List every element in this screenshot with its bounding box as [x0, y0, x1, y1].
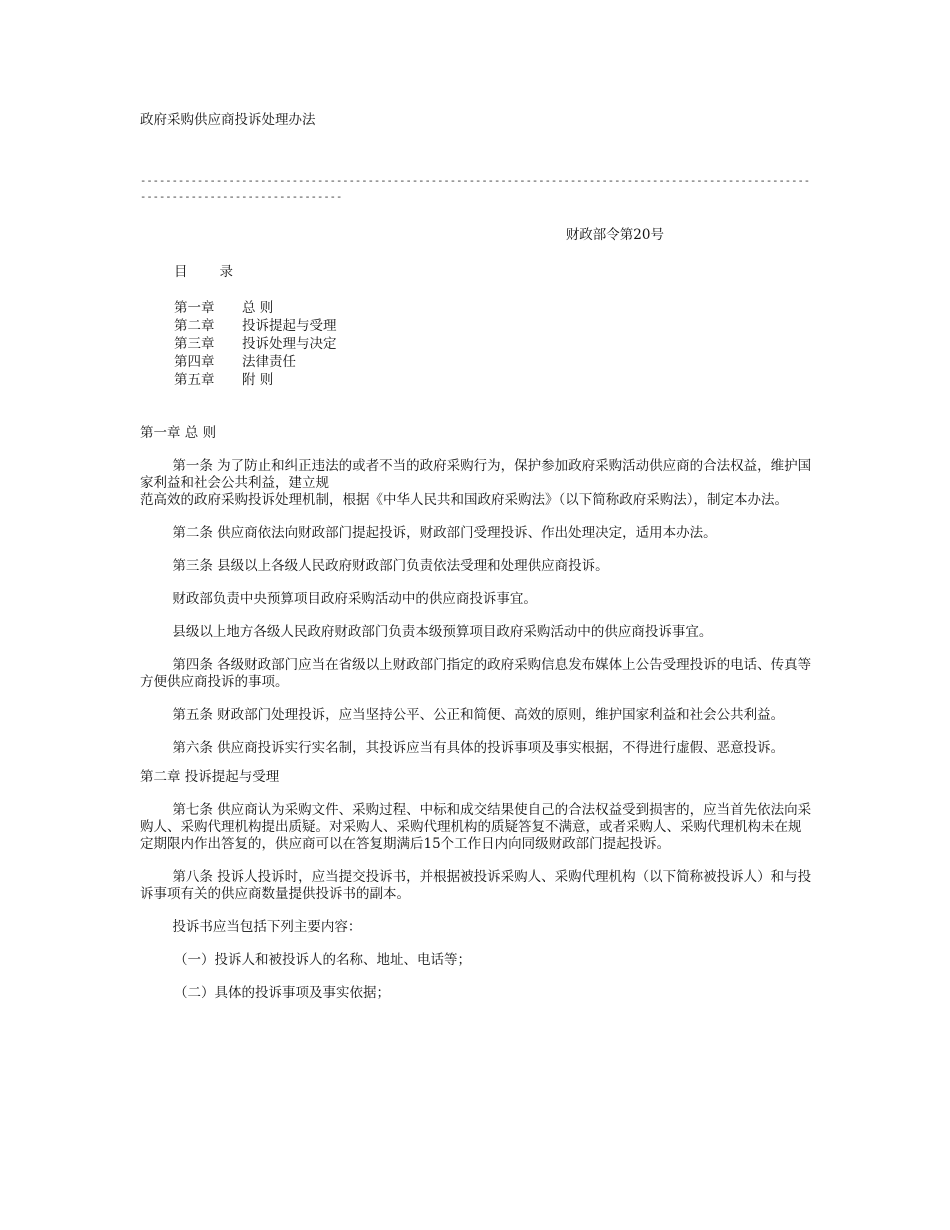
article-8-item-1: （一）投诉人和被投诉人的名称、地址、电话等；: [174, 952, 471, 968]
article-2: 第二条 供应商依法向财政部门提起投诉，财政部门受理投诉、作出处理决定，适用本办法。: [172, 525, 717, 541]
article-8-paragraph-2: 投诉书应当包括下列主要内容：: [172, 919, 362, 935]
chapter-1-heading: 第一章 总 则: [140, 425, 217, 441]
article-5: 第五条 财政部门处理投诉，应当坚持公平、公正和简便、高效的原则，维护国家利益和社会公共利益。: [172, 707, 785, 723]
toc-title: 附 则: [242, 372, 274, 388]
article-6: 第六条 供应商投诉实行实名制，其投诉应当有具体的投诉事项及事实根据，不得进行虚假、恶意投诉。: [172, 740, 785, 756]
toc-title: 总 则: [242, 300, 274, 316]
toc-chapter: 第三章: [174, 336, 215, 352]
toc-item: [140, 335, 812, 353]
article-7: 第七条 供应商认为采购文件、采购过程、中标和成交结果使自己的合法权益受到损害的，应当首先依法向采购人、采购代理机构提出质疑。对采购人、采购代理机构的质疑答复不满意，或者采购人、采购代理机构未在规定期限内作出答复的，供应商可以在答复期满后15个工作日内向同级财政部门提起投诉。: [140, 802, 812, 852]
article-4: 第四条 各级财政部门应当在省级以上财政部门指定的政府采购信息发布媒体上公告受理投诉的电话、传真等方便供应商投诉的事项。: [140, 657, 812, 690]
document-title: 政府采购供应商投诉处理办法: [140, 112, 316, 128]
article-1-line-1: 第一条 为了防止和纠正违法的或者不当的政府采购行为，保护参加政府采购活动供应商的合法权益，维护国家利益和社会公共利益，建立规: [140, 458, 812, 491]
document-body: [140, 112, 812, 1018]
toc-heading-b: 录: [219, 264, 233, 280]
toc-chapter: 第四章: [174, 354, 215, 370]
toc-heading: [140, 264, 812, 281]
article-3-paragraph-3: 县级以上地方各级人民政府财政部门负责本级预算项目政府采购活动中的供应商投诉事宜。: [172, 624, 713, 640]
toc-item: [140, 299, 812, 317]
toc-heading-a: 目: [174, 264, 188, 280]
toc-title: 投诉提起与受理: [242, 318, 337, 334]
toc-chapter: 第一章: [174, 300, 215, 316]
toc-chapter: 第五章: [174, 372, 215, 388]
article-1-line-2: 范高效的政府采购投诉处理机制，根据《中华人民共和国政府采购法》（以下简称政府采购法），制定本办法。: [140, 492, 788, 508]
separator-line: ------------------------------------------------------------------------------------------------------------------------------------------: [140, 175, 811, 203]
article-3: 第三条 县级以上各级人民政府财政部门负责依法受理和处理供应商投诉。: [172, 558, 609, 574]
table-of-contents: [140, 299, 812, 389]
toc-title: 投诉处理与决定: [242, 336, 337, 352]
toc-item: [140, 371, 812, 389]
article-8: 第八条 投诉人投诉时，应当提交投诉书，并根据被投诉采购人、采购代理机构（以下简称被投诉人）和与投诉事项有关的供应商数量提供投诉书的副本。: [140, 869, 812, 902]
order-number: 财政部令第20号: [565, 227, 664, 243]
toc-item: [140, 317, 812, 335]
toc-title: 法律责任: [242, 354, 296, 370]
toc-chapter: 第二章: [174, 318, 215, 334]
chapter-2-heading: 第二章 投诉提起与受理: [140, 769, 280, 785]
article-3-paragraph-2: 财政部负责中央预算项目政府采购活动中的供应商投诉事宜。: [172, 591, 537, 607]
toc-item: [140, 353, 812, 371]
article-8-item-2: （二）具体的投诉事项及事实依据；: [174, 985, 390, 1001]
